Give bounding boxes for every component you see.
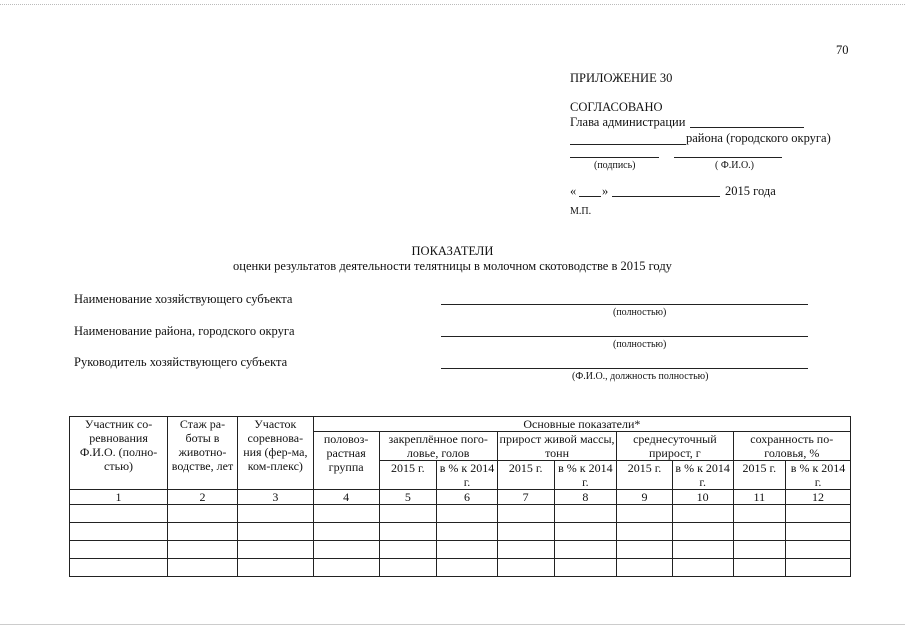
header-daily-gain: среднесуточный прирост, г — [617, 432, 733, 461]
header-percent: в % к 2014 г. — [786, 461, 851, 490]
column-number: 12 — [786, 490, 851, 505]
header-weight-gain: прирост живой массы, тонн — [497, 432, 616, 461]
header-year: 2015 г. — [497, 461, 554, 490]
header-experience: Стаж ра-боты в животно-водстве, лет — [168, 417, 238, 490]
name-blank — [674, 157, 782, 158]
district-blank — [570, 144, 686, 145]
header-main-indicators: Основные показатели* — [313, 417, 850, 432]
header-participant: Участник со-ревнования Ф.И.О. (полно-стью) — [70, 417, 168, 490]
entity-name-label: Наименование хозяйствующего субъекта — [74, 292, 293, 306]
header-year: 2015 г. — [617, 461, 673, 490]
column-number: 11 — [733, 490, 786, 505]
page-number: 70 — [836, 43, 849, 57]
column-number: 2 — [168, 490, 238, 505]
manager-caption: (Ф.И.О., должность полностью) — [572, 371, 709, 382]
header-percent: в % к 2014 г. — [437, 461, 498, 490]
column-number-row — [70, 490, 851, 505]
head-of-administration-blank — [690, 127, 804, 128]
column-number: 5 — [379, 490, 437, 505]
district-name-caption: (полностью) — [613, 339, 667, 350]
month-blank — [612, 196, 720, 197]
header-age-group: половоз-растная группа — [313, 432, 379, 490]
header-assigned-herd: закреплённое пого-ловье, голов — [379, 432, 497, 461]
stamp-mark: М.П. — [570, 206, 592, 217]
appendix-heading: ПРИЛОЖЕНИЕ 30 — [570, 71, 673, 85]
table-row[interactable] — [70, 505, 851, 523]
header-site: Участок соревнова-ния (фер-ма, ком-плекс) — [237, 417, 313, 490]
scan-top-edge — [0, 4, 905, 5]
document-title: ПОКАЗАТЕЛИ — [411, 244, 494, 258]
header-year: 2015 г. — [379, 461, 437, 490]
year-text: 2015 года — [725, 184, 776, 198]
head-of-administration-label: Глава администрации — [570, 115, 686, 129]
table-row[interactable] — [70, 523, 851, 541]
date-quote-close: » — [602, 184, 609, 198]
column-number: 1 — [70, 490, 168, 505]
manager-label: Руководитель хозяйствующего субъекта — [74, 355, 288, 369]
date-quote-open: « — [570, 184, 577, 198]
column-number: 8 — [554, 490, 617, 505]
entity-name-caption: (полностью) — [613, 307, 667, 318]
header-herd-safety: сохранность по-головья, % — [733, 432, 850, 461]
district-label: района (городского округа) — [686, 131, 831, 145]
column-number: 4 — [313, 490, 379, 505]
table-row[interactable] — [70, 559, 851, 577]
header-percent: в % к 2014 г. — [554, 461, 617, 490]
district-name-label: Наименование района, городского округа — [74, 324, 295, 338]
name-caption: ( Ф.И.О.) — [715, 160, 755, 171]
column-number: 6 — [437, 490, 498, 505]
district-name-blank — [441, 336, 808, 337]
entity-name-blank — [441, 304, 808, 305]
column-number: 10 — [672, 490, 733, 505]
manager-blank — [441, 368, 808, 369]
signature-blank — [570, 157, 659, 158]
table-row[interactable] — [70, 541, 851, 559]
signature-caption: (подпись) — [594, 160, 636, 171]
scan-bottom-edge — [0, 624, 905, 625]
indicators-table — [69, 416, 851, 577]
column-number: 7 — [497, 490, 554, 505]
column-number: 9 — [617, 490, 673, 505]
approval-heading: СОГЛАСОВАНО — [570, 100, 663, 114]
header-percent: в % к 2014 г. — [672, 461, 733, 490]
document-subtitle: оценки результатов деятельности телятницы в молочном скотоводстве в 2015 году — [233, 259, 672, 273]
header-year: 2015 г. — [733, 461, 786, 490]
column-number: 3 — [237, 490, 313, 505]
day-blank — [579, 196, 601, 197]
